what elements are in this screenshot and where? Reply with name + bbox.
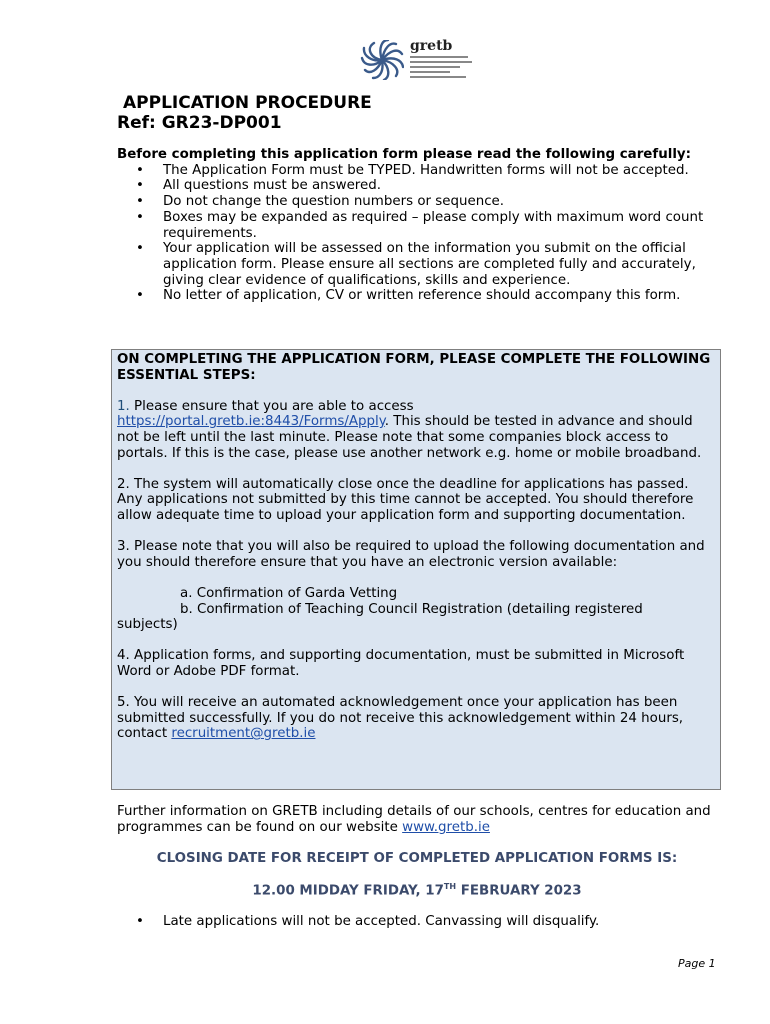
step-1-text-b: . This should be tested in advance and should not be left until the last minute. Please note that some companies block access to portals. If this is the case, please use another network e.g. home or mobile broadband. (117, 414, 702, 461)
step-1-number: 1. (117, 398, 130, 414)
deadline-text-a: 12.00 MIDDAY FRIDAY, 17 (252, 883, 444, 899)
list-item: • Your application will be assessed on the information you submit on the official application form. Please ensure all sections are completed fully and accurately, giving clear evidence of qualifications, skills and experience. (163, 241, 717, 288)
intro-section (117, 147, 717, 304)
step-5 (117, 695, 717, 742)
recruitment-email-link[interactable]: recruitment@gretb.ie (171, 726, 316, 742)
essential-steps-box (111, 349, 721, 790)
step-3 (117, 539, 717, 633)
closing-date-heading: CLOSING DATE FOR RECEIPT OF COMPLETED APPLICATION FORMS IS: (156, 851, 678, 866)
list-item: • Do not change the question numbers or sequence. (163, 194, 717, 210)
deadline-text-b: FEBRUARY 2023 (456, 883, 582, 899)
step-1-text-a: Please ensure that you are able to access (129, 398, 414, 414)
intro-bullet-list (117, 163, 717, 304)
closing-deadline (117, 882, 717, 898)
gretb-swirl-icon (360, 40, 404, 80)
gretb-logo (360, 40, 472, 80)
late-applications-note: Late applications will not be accepted. Canvassing will disqualify. (163, 914, 600, 929)
further-information (117, 804, 717, 836)
step-3-text: 3. Please note that you will also be required to upload the following documentation and you should therefore ensure that you have an electronic version available: (117, 539, 705, 570)
intro-heading: Before completing this application form please read the following carefully: (117, 147, 692, 162)
step-2: 2. The system will automatically close once the deadline for applications has passed. Any applications not submitted by this time cannot be accepted. You should therefore allow adequate time to upload your application form and supporting documentation. (117, 476, 694, 523)
page-number: Page 1 (678, 957, 716, 970)
list-item: • No letter of application, CV or written reference should accompany this form. (163, 288, 717, 304)
step-1 (117, 399, 717, 461)
further-text: Further information on GRETB including details of our schools, centres for education and programmes can be found on our website (117, 804, 711, 835)
list-item: • All questions must be answered. (163, 178, 717, 194)
page-title (117, 93, 372, 133)
step-3-item-b-cont: subjects) (117, 617, 178, 633)
step-4: 4. Application forms, and supporting documentation, must be submitted in Microsoft Word or Adobe PDF format. (117, 648, 685, 679)
step-3-item-b: b. Confirmation of Teaching Council Registration (detailing registered (180, 601, 643, 617)
step-5-text: 5. You will receive an automated acknowledgement once your application has been submitted successfully. If you do not receive this acknowledgement within 24 hours, contact (117, 695, 684, 742)
list-item: • Boxes may be expanded as required – please comply with maximum word count requirements. (163, 210, 717, 241)
portal-link[interactable]: https://portal.gretb.ie:8443/Forms/Apply (117, 414, 385, 430)
title-reference: Ref: GR23-DP001 (117, 113, 282, 133)
website-link[interactable]: www.gretb.ie (402, 820, 490, 835)
bullet-icon: • (136, 914, 144, 929)
logo-wordmark: gretb (410, 38, 453, 54)
deadline-superscript: TH (443, 882, 457, 891)
title-line-1: APPLICATION PROCEDURE (123, 93, 372, 113)
list-item: • The Application Form must be TYPED. Handwritten forms will not be accepted. (163, 163, 717, 179)
logo-tagline-lines (410, 56, 472, 81)
step-3-item-a: a. Confirmation of Garda Vetting (180, 585, 398, 601)
steps-heading: ON COMPLETING THE APPLICATION FORM, PLEASE COMPLETE THE FOLLOWING ESSENTIAL STEPS: (117, 352, 711, 383)
